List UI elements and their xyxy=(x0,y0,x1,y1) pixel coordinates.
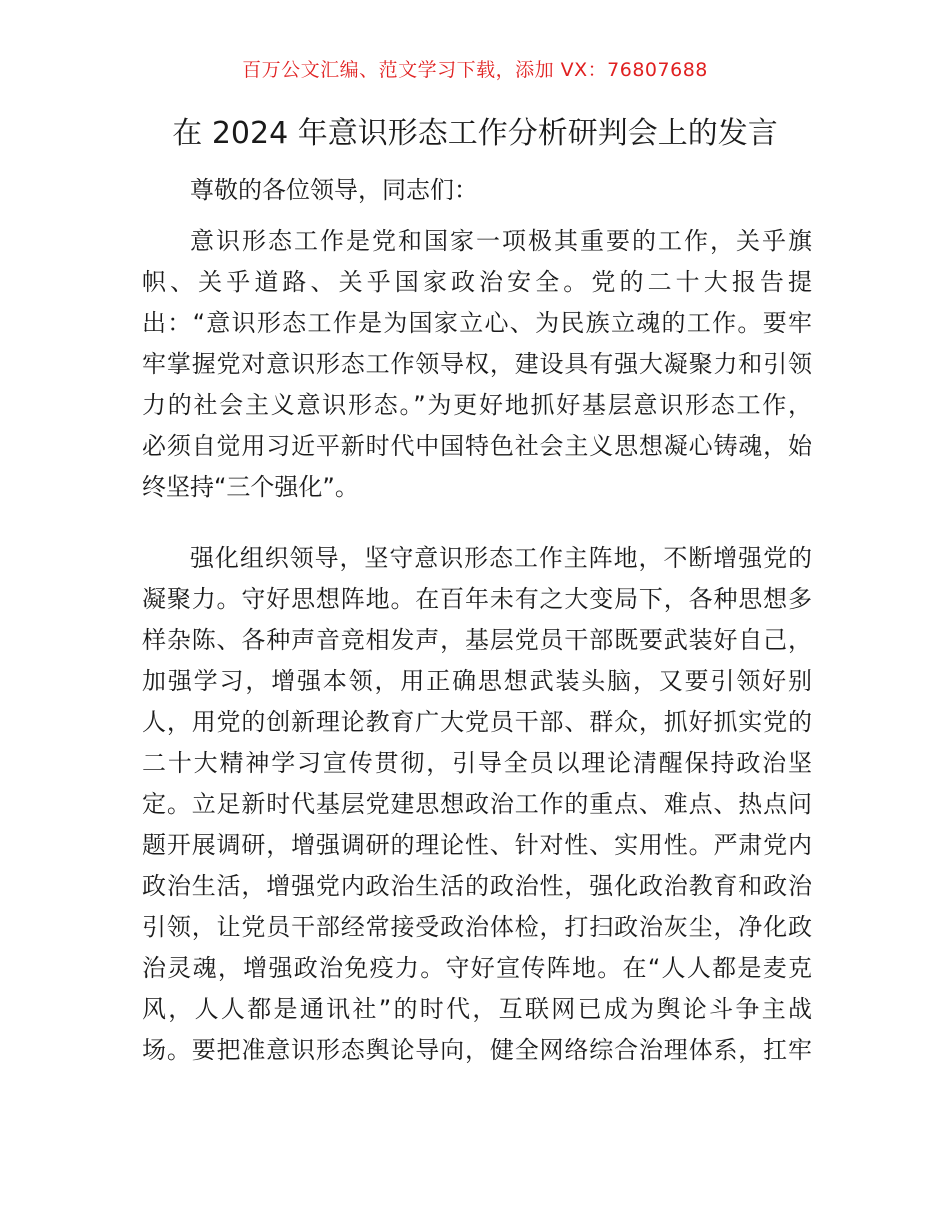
salutation: 尊敬的各位领导，同志们： xyxy=(190,176,478,204)
paragraph-2 xyxy=(142,538,812,1071)
document-title: 在 2024 年意识形态工作分析研判会上的发言 xyxy=(172,116,778,151)
paragraph-line: 力的社会主义意识形态。”为更好地抓好基层意识形态工作， xyxy=(142,391,812,419)
paragraph-line: 加强学习，增强本领，用正确思想武装头脑，又要引领好别 xyxy=(142,667,812,695)
paragraph-line: 政治生活，增强党内政治生活的政治性，强化政治教育和政治 xyxy=(142,872,812,900)
paragraph-line: 定。立足新时代基层党建思想政治工作的重点、难点、热点问 xyxy=(142,790,812,818)
paragraph-line: 出：“意识形态工作是为国家立心、为民族立魂的工作。要牢 xyxy=(142,309,812,337)
paragraph-line: 必须自觉用习近平新时代中国特色社会主义思想凝心铸魂，始 xyxy=(142,432,812,460)
paragraph-line: 牢掌握党对意识形态工作领导权，建设具有强大凝聚力和引领 xyxy=(142,350,812,378)
paragraph-line: 人，用党的创新理论教育广大党员干部、群众，抓好抓实党的 xyxy=(142,708,812,736)
paragraph-line: 终坚持“三个强化”。 xyxy=(142,473,359,501)
paragraph-line: 场。要把准意识形态舆论导向，健全网络综合治理体系，扛牢 xyxy=(142,1036,812,1064)
paragraph-line: 样杂陈、各种声音竞相发声，基层党员干部既要武装好自己， xyxy=(142,626,812,654)
paragraph-line: 凝聚力。守好思想阵地。在百年未有之大变局下，各种思想多 xyxy=(142,585,812,613)
paragraph-1 xyxy=(142,221,812,508)
watermark-banner: 百万公文汇编、范文学习下载，添加 VX：76807688 xyxy=(242,59,708,81)
paragraph-line: 意识形态工作是党和国家一项极其重要的工作，关乎旗 xyxy=(190,227,812,255)
paragraph-line: 风，人人都是通讯社”的时代，互联网已成为舆论斗争主战 xyxy=(142,995,812,1023)
paragraph-line: 二十大精神学习宣传贯彻，引导全员以理论清醒保持政治坚 xyxy=(142,749,812,777)
paragraph-line: 强化组织领导，坚守意识形态工作主阵地，不断增强党的 xyxy=(190,544,812,572)
paragraph-line: 帜、关乎道路、关乎国家政治安全。党的二十大报告提 xyxy=(142,268,812,296)
paragraph-line: 治灵魂，增强政治免疫力。守好宣传阵地。在“人人都是麦克 xyxy=(142,954,812,982)
paragraph-line: 题开展调研，增强调研的理论性、针对性、实用性。严肃党内 xyxy=(142,831,812,859)
paragraph-line: 引领，让党员干部经常接受政治体检，打扫政治灰尘，净化政 xyxy=(142,913,812,941)
